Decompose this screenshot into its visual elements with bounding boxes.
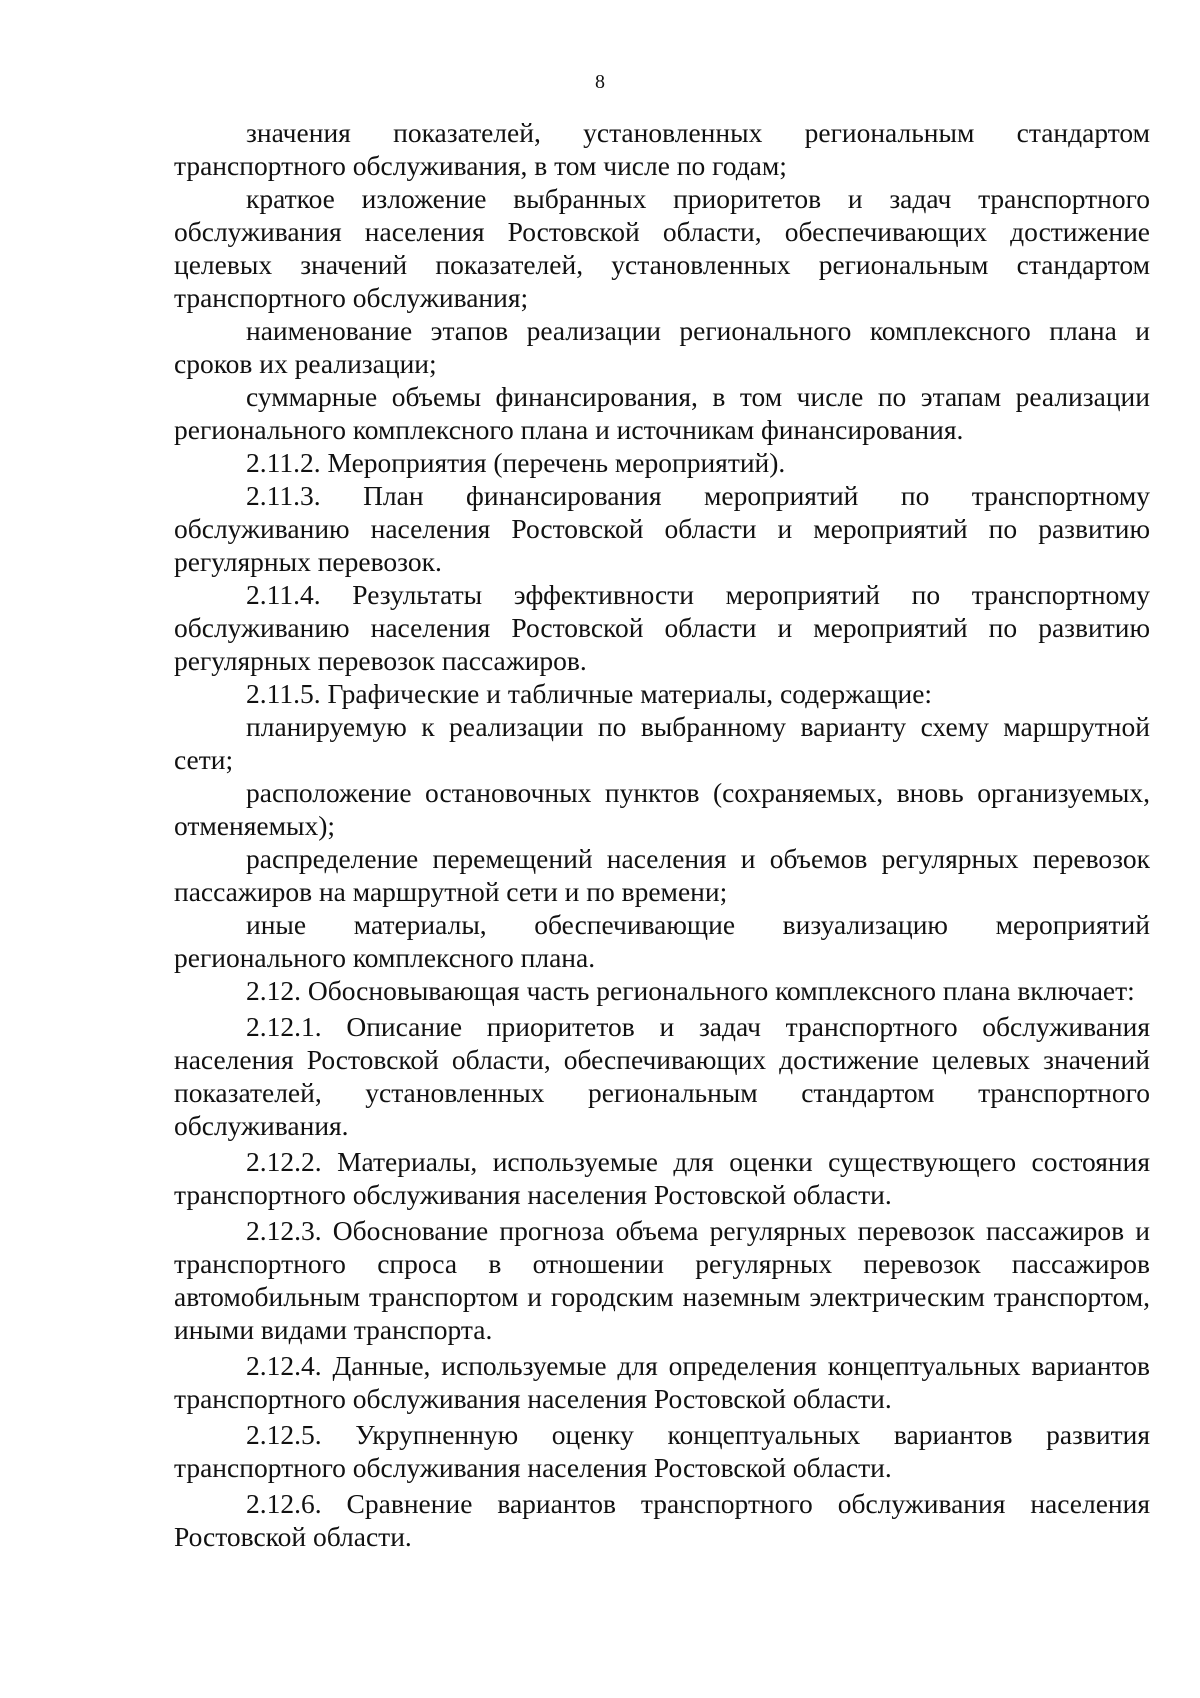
paragraph-2-12-2: 2.12.2. Материалы, используемые для оценки существующего состояния транспортного обслуживания населения Ростовской области. [174,1146,1150,1210]
paragraph-2-12-4: 2.12.4. Данные, используемые для определения концептуальных вариантов транспортного обслуживания населения Ростовской области. [174,1350,1150,1414]
paragraph-stages-naming: наименование этапов реализации регионального комплексного плана и сроков их реализации; [174,315,1150,379]
paragraph-indicator-values: значения показателей, установленных региональным стандартом транспортного обслуживания, в том числе по годам; [174,117,1150,181]
paragraph-2-12-3: 2.12.3. Обоснование прогноза объема регулярных перевозок пассажиров и транспортного спроса в отношении регулярных перевозок пассажиров автомобильным транспортом и городским наземным электрическим транспортом, иными видами транспорта. [174,1215,1150,1345]
paragraph-priorities-summary: краткое изложение выбранных приоритетов и задач транспортного обслуживания населения Ростовской области, обеспечивающих достижение целевых значений показателей, установленных региональным стандартом транспортного обслуживания; [174,183,1150,313]
paragraph-movement-distribution: распределение перемещений населения и объемов регулярных перевозок пассажиров на маршрутной сети и по времени; [174,843,1150,907]
page-number: 8 [595,71,605,93]
paragraph-2-12-6: 2.12.6. Сравнение вариантов транспортного обслуживания населения Ростовской области. [174,1488,1150,1552]
paragraph-other-materials: иные материалы, обеспечивающие визуализацию мероприятий регионального комплексного плана. [174,909,1150,973]
paragraph-2-12-1: 2.12.1. Описание приоритетов и задач транспортного обслуживания населения Ростовской области, обеспечивающих достижение целевых значений показателей, установленных региональным стандартом транспортного обслуживания. [174,1011,1150,1141]
paragraph-2-11-3: 2.11.3. План финансирования мероприятий по транспортному обслуживанию населения Ростовской области и мероприятий по развитию регулярных перевозок. [174,480,1150,577]
paragraph-stop-locations: расположение остановочных пунктов (сохраняемых, вновь организуемых, отменяемых); [174,777,1150,841]
paragraph-2-12: 2.12. Обосновывающая часть регионального комплексного плана включает: [246,975,1135,1006]
paragraph-2-11-2: 2.11.2. Мероприятия (перечень мероприятий). [246,447,786,478]
document-body [174,116,1150,1553]
paragraph-route-network-scheme: планируемую к реализации по выбранному варианту схему маршрутной сети; [174,711,1150,775]
paragraph-financing-volumes: суммарные объемы финансирования, в том числе по этапам реализации регионального комплексного плана и источникам финансирования. [174,381,1150,445]
paragraph-2-11-4: 2.11.4. Результаты эффективности мероприятий по транспортному обслуживанию населения Ростовской области и мероприятий по развитию регулярных перевозок пассажиров. [174,579,1150,676]
paragraph-2-11-5: 2.11.5. Графические и табличные материалы, содержащие: [246,678,933,709]
paragraph-2-12-5: 2.12.5. Укрупненную оценку концептуальных вариантов развития транспортного обслуживания населения Ростовской области. [174,1419,1150,1483]
